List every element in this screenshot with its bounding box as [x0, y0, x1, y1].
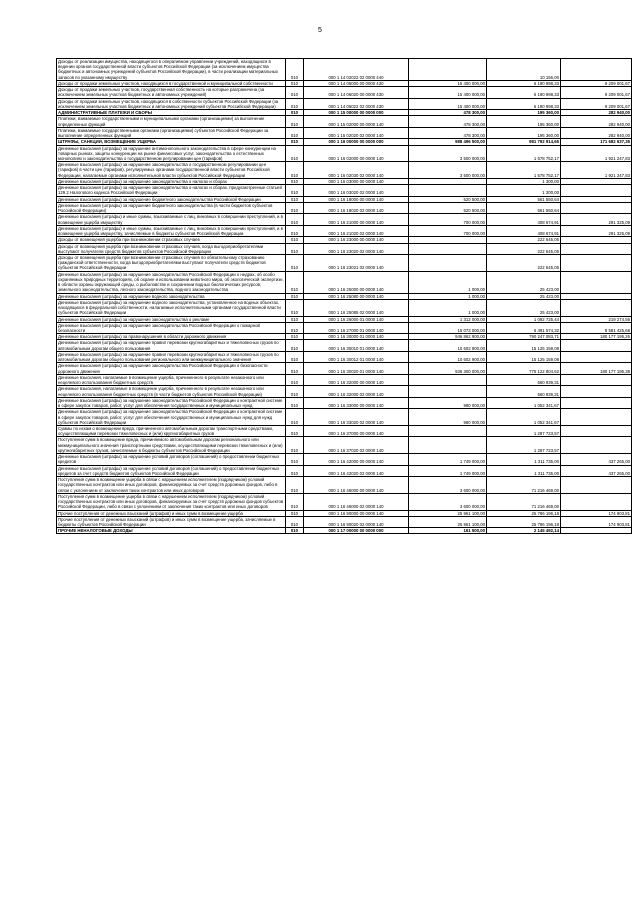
row-plan-cell: 15 073 000,00	[409, 322, 487, 333]
row-unexecuted-cell	[561, 386, 632, 397]
row-unexecuted-cell	[561, 528, 632, 534]
row-kbk-cell: 000 1 16 23020 02 0000 140	[304, 243, 409, 254]
row-unexecuted-cell: 174 903,81	[561, 516, 632, 527]
row-code-cell: 010	[286, 214, 304, 225]
row-unexecuted-cell	[561, 185, 632, 196]
row-unexecuted-cell	[561, 299, 632, 316]
row-code-cell: 010	[286, 437, 304, 454]
table-row	[57, 334, 632, 340]
row-executed-cell: 10 156,00	[487, 59, 561, 81]
row-plan-cell: 1 312 000,00	[409, 316, 487, 322]
row-plan-cell: 700 000,00	[409, 214, 487, 225]
row-plan-cell: 980 000,00	[409, 409, 487, 426]
row-kbk-cell: 000 1 16 25080 00 0000 140	[304, 293, 409, 299]
row-executed-cell: 6 190 998,33	[487, 80, 561, 86]
row-kbk-cell: 000 1 16 26000 01 0000 140	[304, 316, 409, 322]
table-row	[57, 202, 632, 213]
row-name-cell: Денежные взыскания (штрафы) за нарушение бюджетного законодательства (в части бюджетов субъектов Российской Федерации)	[57, 202, 286, 213]
row-name-cell: Денежные взыскания (штрафы) и иные суммы, взыскиваемые с лиц, виновных в совершении преступлений, и в возмещение ущерба имуществу	[57, 214, 286, 225]
row-kbk-cell: 000 1 16 18020 02 0000 140	[304, 202, 409, 213]
table-row	[57, 426, 632, 437]
table-row	[57, 397, 632, 408]
row-unexecuted-cell	[561, 437, 632, 454]
row-kbk-cell: 000 1 14 02022 02 0000 440	[304, 59, 409, 81]
row-name-cell: Доходы от продажи земельных участков, находящихся в собственности субъектов Российской Федерации (за исключением земельных участков бюджетных и автономных учреждений субъектов Российской Федерации)	[57, 98, 286, 109]
row-unexecuted-cell: 282 940,00	[561, 127, 632, 138]
row-name-cell: Поступления сумм в возмещение ущерба в связи с нарушением исполнителем (подрядчиком) условий государственных контрактов или иных договоров, финансируемых за счет средств дорожных фондов субъектов Российской Федерации, либо в связи с уклонением от заключения таких контрактов или иных договоров	[57, 493, 286, 510]
row-kbk-cell: 000 1 16 02000 00 0000 140	[304, 145, 409, 162]
row-executed-cell: 1 300,00	[487, 185, 561, 196]
row-plan-cell: 25 961 100,00	[409, 510, 487, 516]
row-code-cell: 010	[286, 80, 304, 86]
row-code-cell: 010	[286, 351, 304, 362]
table-row	[57, 110, 632, 116]
row-kbk-cell: 000 1 16 03020 02 0000 140	[304, 185, 409, 196]
row-unexecuted-cell	[561, 59, 632, 81]
row-unexecuted-cell: 9 209 001,67	[561, 98, 632, 109]
row-executed-cell: 6 491 574,32	[487, 322, 561, 333]
row-executed-cell: 71 216 469,00	[487, 493, 561, 510]
row-plan-cell: 25 961 100,00	[409, 516, 487, 527]
table-row	[57, 409, 632, 426]
table-row	[57, 196, 632, 202]
row-kbk-cell: 000 1 14 06000 00 0000 430	[304, 80, 409, 86]
row-unexecuted-cell: 8 581 425,68	[561, 322, 632, 333]
row-code-cell: 010	[286, 98, 304, 109]
row-kbk-cell: 000 1 16 30000 01 0000 140	[304, 334, 409, 340]
row-code-cell: 010	[286, 202, 304, 213]
row-name-cell: АДМИНИСТРАТИВНЫЕ ПЛАТЕЖИ И СБОРЫ	[57, 110, 286, 116]
row-plan-cell	[409, 374, 487, 385]
row-name-cell: Денежные взыскания (штрафы) за нарушение правил перевозки крупногабаритных и тяжеловесных грузов по автомобильным дорогам общего пользования регионального или межмуниципального значения	[57, 351, 286, 362]
row-name-cell: Поступления сумм в возмещение ущерба в связи с нарушением исполнителем (подрядчиком) условий государственных контрактов или иных договоров, финансируемых за счет средств дорожных фондов, либо в связи с уклонением от заключения таких контрактов или иных договоров	[57, 477, 286, 494]
table-row	[57, 374, 632, 385]
table-row	[57, 437, 632, 454]
row-unexecuted-cell: 171 682 637,35	[561, 139, 632, 145]
table-row	[57, 386, 632, 397]
row-code-cell: 010	[286, 127, 304, 138]
row-kbk-cell: 000 1 16 46000 02 0000 140	[304, 493, 409, 510]
row-executed-cell: 25 786 196,18	[487, 516, 561, 527]
table-row	[57, 322, 632, 333]
row-unexecuted-cell: 219 274,56	[561, 316, 632, 322]
row-unexecuted-cell	[561, 409, 632, 426]
row-kbk-cell: 000 1 16 90000 00 0000 140	[304, 510, 409, 516]
row-plan-cell: 936 300 000,00	[409, 363, 487, 374]
row-plan-cell: 3 600 000,00	[409, 493, 487, 510]
table-row	[57, 316, 632, 322]
row-unexecuted-cell	[561, 426, 632, 437]
table-row	[57, 98, 632, 109]
row-executed-cell: 408 674,91	[487, 225, 561, 236]
row-plan-cell: 161 500,00	[409, 528, 487, 534]
row-name-cell: Денежные взыскания (штрафы) за нарушение законодательства Российской Федерации о контрактной системе в сфере закупок товаров, работ, услуг для обеспечения государственных и муниципальных нужд	[57, 397, 286, 408]
table-row	[57, 214, 632, 225]
row-unexecuted-cell: 437 265,00	[561, 465, 632, 476]
table-row	[57, 299, 632, 316]
row-code-cell: 010	[286, 139, 304, 145]
row-plan-cell: 10 602 900,00	[409, 340, 487, 351]
row-kbk-cell: 000 1 16 46000 00 0000 140	[304, 477, 409, 494]
row-executed-cell: 15 125 159,08	[487, 340, 561, 351]
row-code-cell: 010	[286, 59, 304, 81]
row-code-cell: 010	[286, 374, 304, 385]
row-plan-cell: 3 600 000,00	[409, 477, 487, 494]
row-name-cell: ШТРАФЫ, САНКЦИИ, ВОЗМЕЩЕНИЕ УЩЕРБА	[57, 139, 286, 145]
row-unexecuted-cell: 180 177 195,38	[561, 363, 632, 374]
row-plan-cell: 3 500 000,00	[409, 162, 487, 179]
row-executed-cell: 981 792 914,65	[487, 139, 561, 145]
row-name-cell: Денежные взыскания, налагаемые в возмещение ущерба, причиненного в результате незаконного или нецелевого использования бюджетных средств	[57, 374, 286, 385]
row-kbk-cell: 000 1 14 06020 00 0000 430	[304, 87, 409, 98]
row-code-cell: 010	[286, 316, 304, 322]
row-name-cell: Денежные взыскания (штрафы) за нарушение бюджетного законодательства Российской Федерации	[57, 196, 286, 202]
table-row	[57, 116, 632, 127]
row-executed-cell: 25 423,00	[487, 271, 561, 293]
row-code-cell: 010	[286, 162, 304, 179]
row-executed-cell: 560 939,31	[487, 374, 561, 385]
row-kbk-cell: 000 1 16 18000 00 0000 140	[304, 196, 409, 202]
row-name-cell: Денежные взыскания (штрафы) за правонарушения в области дорожного движения	[57, 334, 286, 340]
row-name-cell: Доходы от возмещения ущерба при возникновении страховых случаев по обязательному страхованию гражданской ответственности, когда выгодоприобретателями выступают получатели средств бюджетов субъектов Российской Федерации	[57, 254, 286, 271]
row-kbk-cell: 000 1 16 03000 00 0000 140	[304, 178, 409, 184]
row-name-cell: Денежные взыскания (штрафы) за нарушение условий договоров (соглашений) о предоставлении бюджетных кредитов за счет средств бюджетов субъектов Российской Федерации	[57, 465, 286, 476]
table-row	[57, 465, 632, 476]
table-row	[57, 271, 632, 293]
row-unexecuted-cell: 282 940,00	[561, 110, 632, 116]
row-executed-cell: 1 578 752,17	[487, 145, 561, 162]
row-unexecuted-cell	[561, 351, 632, 362]
table-row	[57, 237, 632, 243]
row-plan-cell	[409, 254, 487, 271]
row-name-cell: Доходы от реализации имущества, находящегося в оперативном управлении учреждений, находящихся в ведении органов государственной власти субъектов Российской Федерации (за исключением имущества бюджетных и автономных учреждений субъектов Российской Федерации), в части реализации материальных запасов по указанному имуществу	[57, 59, 286, 81]
row-kbk-cell: 000 1 16 33000 00 0000 140	[304, 397, 409, 408]
row-executed-cell: 561 550,64	[487, 196, 561, 202]
row-kbk-cell: 000 1 15 02000 00 0000 140	[304, 116, 409, 127]
row-executed-cell: 775 122 804,62	[487, 363, 561, 374]
row-plan-cell: 988 496 500,00	[409, 139, 487, 145]
row-executed-cell: 1 052 341,67	[487, 409, 561, 426]
row-kbk-cell: 000 1 16 23021 02 0000 140	[304, 254, 409, 271]
row-executed-cell: 560 939,31	[487, 386, 561, 397]
row-executed-cell: 1 311 735,00	[487, 454, 561, 465]
row-executed-cell: 1 287 723,57	[487, 426, 561, 437]
row-executed-cell: 1 311 735,00	[487, 465, 561, 476]
table-row	[57, 127, 632, 138]
row-code-cell: 010	[286, 243, 304, 254]
row-name-cell: Денежные взыскания (штрафы) за нарушение законодательства Российской Федерации о недрах, об особо охраняемых природных территориях, об охране и использовании животного мира, об экологической экспертизе, в области охраны окружающей среды, о рыболовстве и сохранении водных биологических ресурсов, земельного законодательства, лесного законодательства, водного законодательства	[58, 271, 284, 293]
row-plan-cell: 1 000,00	[409, 293, 487, 299]
row-executed-cell: 1 052 341,67	[487, 397, 561, 408]
row-name-cell: Прочие поступления от денежных взысканий (штрафов) и иных сумм в возмещение ущерба, зачисляемые в бюджеты субъектов Российской Федерации	[57, 516, 286, 527]
table-row	[57, 293, 632, 299]
row-name-cell: Денежные взыскания (штрафы) за нарушение законодательства о налогах и сборах, предусмотренные статьей 129.2 Налогового кодекса Российской Федерации	[57, 185, 286, 196]
row-plan-cell	[409, 437, 487, 454]
row-code-cell: 010	[286, 225, 304, 236]
row-name-cell: Денежные взыскания (штрафы) за нарушение законодательства Российской Федерации о контрактной системе в сфере закупок товаров, работ, услуг для обеспечения государственных и муниципальных нужд для нужд субъектов Российской Федерации	[57, 409, 286, 426]
row-code-cell: 010	[286, 145, 304, 162]
revenue-table	[56, 58, 632, 534]
row-executed-cell: 222 645,05	[487, 243, 561, 254]
row-unexecuted-cell: 1 921 247,83	[561, 145, 632, 162]
row-executed-cell: 195 360,00	[487, 127, 561, 138]
row-name-cell: Прочие поступления от денежных взысканий (штрафов) и иных сумм в возмещение ущерба	[57, 510, 286, 516]
row-unexecuted-cell: 437 265,00	[561, 454, 632, 465]
row-code-cell: 010	[286, 178, 304, 184]
row-unexecuted-cell: 180 177 195,26	[561, 334, 632, 340]
row-plan-cell: 946 862 900,00	[409, 334, 487, 340]
row-plan-cell	[409, 386, 487, 397]
row-name-cell: Денежные взыскания, налагаемые в возмещение ущерба, причиненного в результате незаконного или нецелевого использования бюджетных средств (в части бюджетов субъектов Российской Федерации)	[57, 386, 286, 397]
row-kbk-cell: 000 1 16 02030 02 0000 140	[304, 162, 409, 179]
page-number: 5	[318, 27, 322, 34]
row-unexecuted-cell	[561, 493, 632, 510]
table-row	[57, 87, 632, 98]
row-executed-cell: 1 578 752,17	[487, 162, 561, 179]
row-code-cell: 010	[286, 293, 304, 299]
row-name-cell: Денежные взыскания (штрафы) за нарушение законодательства о государственном регулировании цен (тарифов) в части цен (тарифов), регулируемых органами государственной власти субъектов Российской Федерации, налагаемые органами исполнительной власти субъектов Российской Федерации	[57, 162, 286, 179]
table-row	[57, 80, 632, 86]
row-code-cell: 010	[286, 196, 304, 202]
row-code-cell: 010	[286, 465, 304, 476]
table-row	[57, 145, 632, 162]
row-kbk-cell: 000 1 16 30020 01 0000 140	[304, 363, 409, 374]
row-executed-cell: 408 674,91	[487, 214, 561, 225]
row-name-cell: Поступления сумм в возмещение вреда, причиняемого автомобильным дорогам регионального или межмуниципального значения транспортными средствами, осуществляющими перевозки тяжеловесных и (или) крупногабаритных грузов, зачисляемые в бюджеты субъектов Российской Федерации	[57, 437, 286, 454]
row-kbk-cell: 000 1 15 02020 02 0000 140	[304, 127, 409, 138]
row-name-cell: Денежные взыскания (штрафы) за нарушение водного законодательства	[57, 293, 286, 299]
table-row	[57, 477, 632, 494]
row-name-cell: Денежные взыскания (штрафы) за нарушение законодательства Российской Федерации о пожарной безопасности	[57, 322, 286, 333]
row-plan-cell: 478 300,00	[409, 116, 487, 127]
row-kbk-cell: 000 1 17 00000 00 0000 000	[304, 528, 409, 534]
row-plan-cell: 520 500,00	[409, 202, 487, 213]
row-name-cell: Денежные взыскания (штрафы) за нарушение законодательства Российской Федерации о безопасности дорожного движения	[57, 363, 286, 374]
table-row	[57, 225, 632, 236]
table-row	[57, 243, 632, 254]
row-kbk-cell: 000 1 16 33020 02 0000 140	[304, 409, 409, 426]
row-code-cell: 010	[286, 426, 304, 437]
row-executed-cell: 195 360,00	[487, 110, 561, 116]
row-executed-cell: 561 550,64	[487, 202, 561, 213]
table-row	[57, 363, 632, 374]
table-row	[57, 454, 632, 465]
row-executed-cell: 2 145 492,14	[487, 528, 561, 534]
row-unexecuted-cell: 1 921 247,83	[561, 162, 632, 179]
row-executed-cell: 6 190 998,33	[487, 98, 561, 109]
row-name-cell: Платежи, взимаемые государственными органами (организациями) субъектов Российской Федерации за выполнение определенных функций	[57, 127, 286, 138]
row-unexecuted-cell: 282 940,00	[561, 116, 632, 127]
row-unexecuted-cell	[561, 340, 632, 351]
row-plan-cell: 980 000,00	[409, 397, 487, 408]
row-plan-cell: 478 300,00	[409, 127, 487, 138]
row-name-cell: Платежи, взимаемые государственными и муниципальными органами (организациями) за выполнение определенных функций	[57, 116, 286, 127]
row-plan-cell: 15 400 000,00	[409, 98, 487, 109]
row-executed-cell: 15 125 159,08	[487, 351, 561, 362]
row-kbk-cell: 000 1 16 37000 00 0000 140	[304, 426, 409, 437]
row-plan-cell: 3 500 000,00	[409, 145, 487, 162]
row-unexecuted-cell: 174 903,81	[561, 510, 632, 516]
row-code-cell: 010	[286, 340, 304, 351]
table-row	[57, 254, 632, 271]
row-name-cell: Денежные взыскания (штрафы) за нарушение условий договоров (соглашений) о предоставлении бюджетных кредитов	[57, 454, 286, 465]
row-executed-cell: 1 300,00	[487, 178, 561, 184]
row-kbk-cell: 000 1 16 27000 01 0000 140	[304, 322, 409, 333]
row-kbk-cell: 000 1 16 21000 00 0000 140	[304, 214, 409, 225]
row-kbk-cell: 000 1 15 00000 00 0000 000	[304, 110, 409, 116]
row-code-cell: 010	[286, 271, 304, 293]
table-row	[57, 351, 632, 362]
row-name-cell: Денежные взыскания (штрафы) за нарушение антимонопольного законодательства в сфере конкуренции на товарных рынках, защиты конкуренции на рынке финансовых услуг, законодательства о естественных монополиях и законодательства о государственном регулировании цен (тарифов)	[57, 145, 286, 162]
row-kbk-cell: 000 1 16 23000 00 0000 140	[304, 237, 409, 243]
row-kbk-cell: 000 1 16 00000 00 0000 000	[304, 139, 409, 145]
row-kbk-cell: 000 1 16 25000 00 0000 140	[304, 271, 409, 293]
row-executed-cell: 222 645,05	[487, 237, 561, 243]
row-executed-cell: 222 645,05	[487, 254, 561, 271]
row-kbk-cell: 000 1 16 30010 01 0000 140	[304, 340, 409, 351]
row-name-cell: Доходы от продажи земельных участков, находящихся в государственной и муниципальной собственности	[57, 80, 286, 86]
row-kbk-cell: 000 1 16 42000 00 0000 140	[304, 454, 409, 465]
row-name-cell: Денежные взыскания (штрафы) за нарушение законодательства о рекламе	[57, 316, 286, 322]
row-name-cell: Доходы от продажи земельных участков, государственная собственность на которые разграничена (за исключением земельных участков бюджетных и автономных учреждений)	[57, 87, 286, 98]
row-code-cell: 010	[286, 334, 304, 340]
row-unexecuted-cell: 291 325,09	[561, 214, 632, 225]
row-unexecuted-cell: 9 209 001,67	[561, 87, 632, 98]
row-code-cell: 010	[286, 510, 304, 516]
row-plan-cell: 1 749 000,00	[409, 465, 487, 476]
row-plan-cell: 1 000,00	[409, 299, 487, 316]
row-unexecuted-cell	[561, 477, 632, 494]
row-kbk-cell: 000 1 14 06022 02 0000 430	[304, 98, 409, 109]
row-name-cell: Денежные взыскания (штрафы) за нарушение законодательства о налогах и сборах	[57, 178, 286, 184]
row-code-cell: 010	[286, 528, 304, 534]
row-executed-cell: 790 247 083,71	[487, 334, 561, 340]
row-name-cell: Суммы по искам о возмещении вреда, причиненного автомобильным дорогам транспортными средствами, осуществляющими перевозки тяжеловесных и (или) крупногабаритных грузов	[57, 426, 286, 437]
row-plan-cell: 478 300,00	[409, 110, 487, 116]
table-row	[57, 162, 632, 179]
row-executed-cell: 25 423,00	[487, 293, 561, 299]
row-code-cell: 010	[286, 454, 304, 465]
table-row	[57, 510, 632, 516]
row-plan-cell: 10 602 900,00	[409, 351, 487, 362]
row-kbk-cell: 000 1 16 21020 02 0000 140	[304, 225, 409, 236]
row-code-cell: 010	[286, 409, 304, 426]
row-name-cell: Денежные взыскания (штрафы) за нарушение водного законодательства, установленное на водных объектах, находящихся в федеральной собственности, налагаемые исполнительными органами государственной власти субъектов Российской Федерации	[57, 299, 286, 316]
row-code-cell: 010	[286, 87, 304, 98]
row-kbk-cell: 000 1 16 25085 02 0000 140	[304, 299, 409, 316]
table-row	[57, 185, 632, 196]
table-row	[57, 59, 632, 81]
table-row	[57, 340, 632, 351]
row-code-cell: 010	[286, 110, 304, 116]
row-executed-cell: 25 786 196,18	[487, 510, 561, 516]
row-name-cell: ПРОЧИЕ НЕНАЛОГОВЫЕ ДОХОДЫ	[57, 528, 286, 534]
row-code-cell: 010	[286, 185, 304, 196]
table-row	[57, 139, 632, 145]
row-code-cell: 010	[286, 237, 304, 243]
table-row	[57, 493, 632, 510]
row-code-cell: 010	[286, 254, 304, 271]
row-plan-cell: 1 000,00	[409, 271, 487, 293]
row-plan-cell: 700 000,00	[409, 225, 487, 236]
row-executed-cell: 25 423,00	[487, 299, 561, 316]
row-code-cell: 010	[286, 116, 304, 127]
row-kbk-cell: 000 1 16 42020 02 0000 140	[304, 465, 409, 476]
row-unexecuted-cell: 9 209 001,67	[561, 80, 632, 86]
row-name-cell: Доходы от возмещения ущерба при возникновении страховых случаев	[57, 237, 286, 243]
row-executed-cell: 1 287 723,57	[487, 437, 561, 454]
row-unexecuted-cell: 291 325,09	[561, 225, 632, 236]
row-kbk-cell: 000 1 16 37020 02 0000 140	[304, 437, 409, 454]
row-code-cell: 010	[286, 477, 304, 494]
row-name-cell: Денежные взыскания (штрафы) за нарушение правил перевозки крупногабаритных и тяжеловесных грузов по автомобильным дорогам общего пользования	[57, 340, 286, 351]
row-code-cell: 010	[286, 516, 304, 527]
row-executed-cell: 6 190 998,33	[487, 87, 561, 98]
row-executed-cell: 71 216 469,00	[487, 477, 561, 494]
row-kbk-cell: 000 1 16 32000 02 0000 140	[304, 386, 409, 397]
row-plan-cell	[409, 426, 487, 437]
row-plan-cell: 15 400 000,00	[409, 87, 487, 98]
table-row	[57, 528, 632, 534]
row-unexecuted-cell	[561, 254, 632, 271]
row-executed-cell: 195 360,00	[487, 116, 561, 127]
row-plan-cell	[409, 243, 487, 254]
row-name-cell: Доходы от возмещения ущерба при возникновении страховых случаев, когда выгодоприобретателями выступают получатели средств бюджетов субъектов Российской Федерации	[57, 243, 286, 254]
row-unexecuted-cell	[561, 374, 632, 385]
row-name-cell: Денежные взыскания (штрафы) и иные суммы, взыскиваемые с лиц, виновных в совершении преступлений, и в возмещение ущерба имуществу, зачисляемые в бюджеты субъектов Российской Федерации	[57, 225, 286, 236]
table-row	[57, 516, 632, 527]
row-unexecuted-cell	[561, 243, 632, 254]
row-plan-cell	[409, 59, 487, 81]
row-code-cell: 010	[286, 386, 304, 397]
row-plan-cell: 520 500,00	[409, 196, 487, 202]
row-unexecuted-cell	[561, 202, 632, 213]
row-kbk-cell: 000 1 16 90020 02 0000 140	[304, 516, 409, 527]
row-code-cell: 010	[286, 363, 304, 374]
row-code-cell: 010	[286, 299, 304, 316]
row-unexecuted-cell	[561, 397, 632, 408]
row-code-cell: 010	[286, 397, 304, 408]
table-row	[57, 178, 632, 184]
row-plan-cell: 15 400 000,00	[409, 80, 487, 86]
row-plan-cell: 1 749 000,00	[409, 454, 487, 465]
row-code-cell: 010	[286, 322, 304, 333]
row-executed-cell: 1 092 725,44	[487, 316, 561, 322]
row-kbk-cell: 000 1 16 30012 01 0000 140	[304, 351, 409, 362]
row-code-cell: 010	[286, 493, 304, 510]
row-plan-cell	[409, 185, 487, 196]
row-unexecuted-cell	[561, 271, 632, 293]
row-kbk-cell: 000 1 16 32000 00 0000 140	[304, 374, 409, 385]
